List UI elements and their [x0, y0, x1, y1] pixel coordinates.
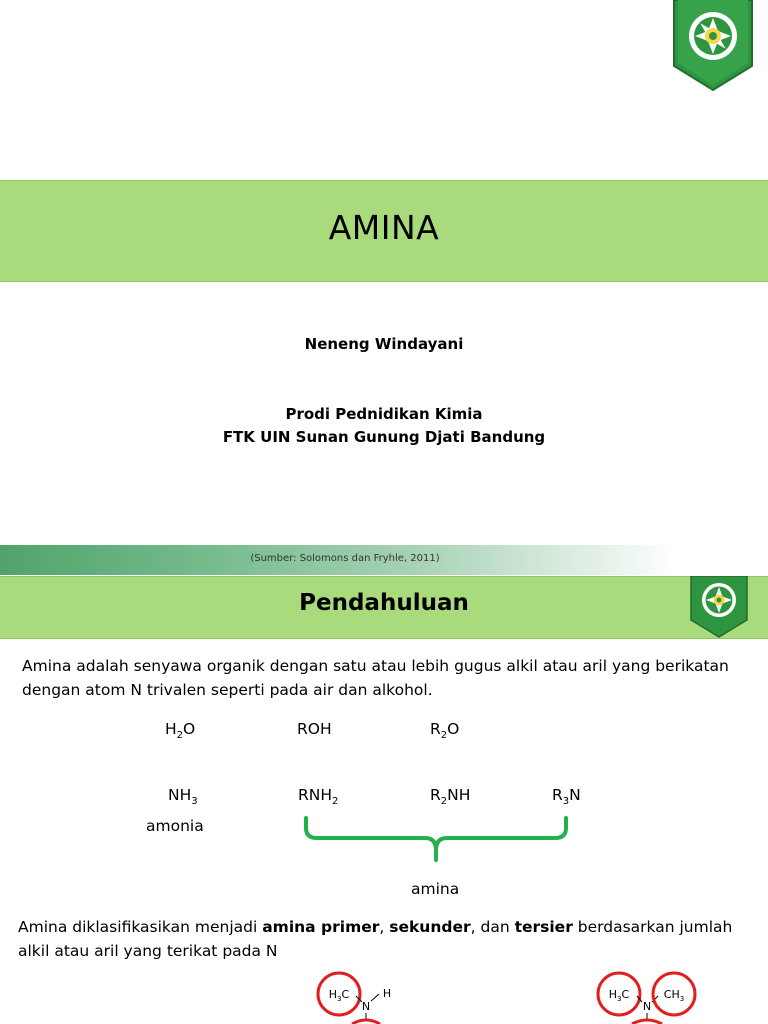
formula-water: $H_2O$: [165, 720, 196, 742]
intro-paragraph: Amina adalah senyawa organik dengan satu atau lebih gugus alkil atau aril yang berikatan dengan atom N trivalen seperti pada air dan alkohol.: [22, 657, 729, 699]
formula-tertiary-amine: $R_3N$: [552, 786, 581, 808]
university-logo-icon: [672, 0, 754, 92]
primary-amine-structure: [312, 968, 422, 1024]
methyl-left-label: $H_3C$: [608, 988, 630, 1003]
affiliation-line-2: FTK UIN Sunan Gunung Djati Bandung: [222, 428, 546, 446]
term-primary: amina primer: [262, 918, 380, 936]
curly-brace-icon: [303, 816, 569, 862]
section-title: Pendahuluan: [299, 590, 469, 616]
tertiary-amine-structure: [594, 968, 724, 1024]
methyl-group-label: $H_3C$: [328, 988, 350, 1003]
term-secondary: sekunder: [389, 918, 471, 936]
affiliation-line-1: Prodi Pednidikan Kimia: [285, 405, 483, 423]
classification-paragraph: Amina diklasifikasikan menjadi amina primer, sekunder, dan tersier berdasarkan jumlah alkil atau aril yang terikat pada N: [18, 918, 733, 960]
source-citation: (Sumber: Solomons dan Fryhle, 2011): [250, 553, 440, 564]
formula-ammonia: $NH_3$: [168, 786, 198, 808]
formula-alcohol: ROH: [297, 720, 332, 738]
nitrogen-label: N: [642, 1000, 652, 1013]
hydrogen-label: H: [382, 987, 392, 1000]
nitrogen-label: N: [361, 1000, 371, 1013]
affiliation: [0, 403, 768, 449]
term-tertiary: tersier: [514, 918, 573, 936]
formula-secondary-amine: $R_2NH$: [430, 786, 471, 808]
author-name: Neneng Windayani: [304, 335, 464, 353]
label-amina: amina: [411, 880, 460, 898]
university-logo-icon: [690, 576, 748, 638]
formula-ether: $R_2O$: [430, 720, 460, 742]
methyl-right-label: $CH_3$: [663, 988, 685, 1003]
formula-primary-amine: $RNH_2$: [298, 786, 339, 808]
label-amonia: amonia: [146, 817, 204, 835]
slide-title: AMINA: [328, 208, 440, 247]
